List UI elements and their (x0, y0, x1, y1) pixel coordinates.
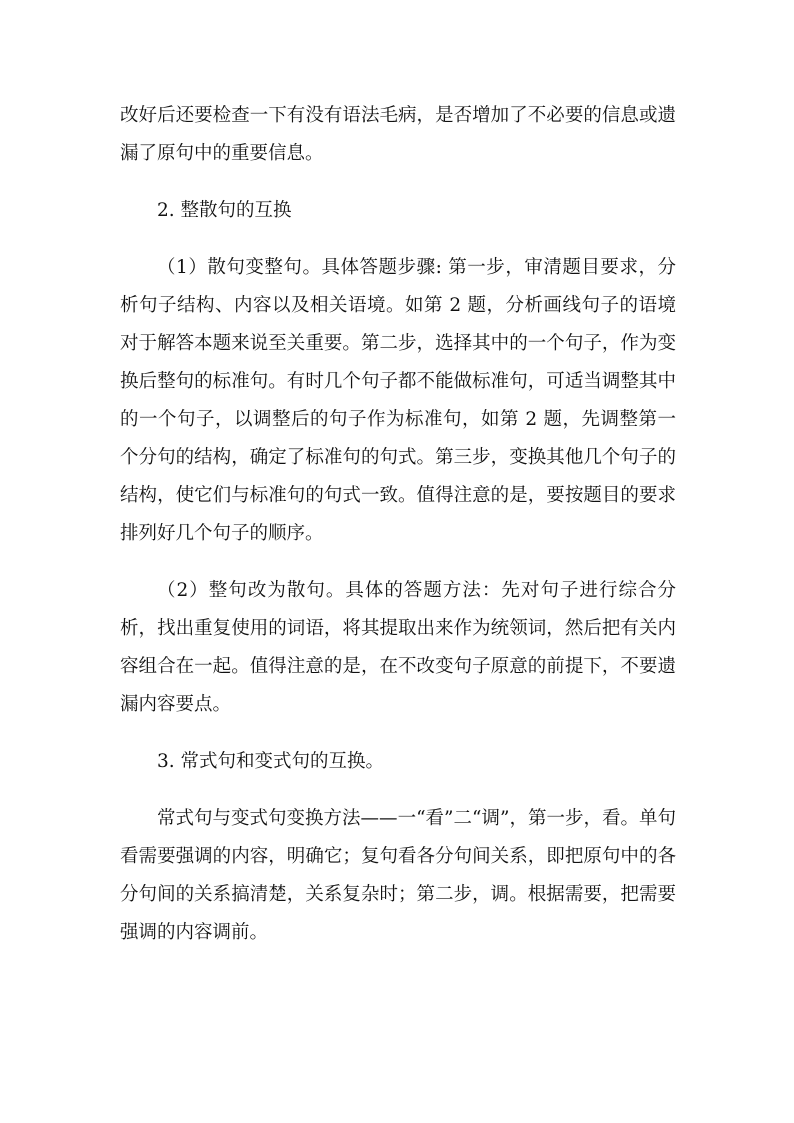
section-heading-2: 2. 整散句的互换 (157, 200, 292, 221)
paragraph-loose-to-parallel: （1）散句变整句。具体答题步骤: 第一步，审清题目要求，分析句子结构、内容以及相关语境。如第 2 题，分析画线句子的语境对于解答本题来说至关重要。第二步，选择其中的一个句子，作为变换后整句的标准句。有时几个句子都不能做标准句，可适当调整其中的一个句子，以调整后的句子作为标准句，如第 2 题，先调整第一个分句的结构，确定了标准句的句式。第三步，变换其他几个句子的结构，使它们与标准句的句式一致。值得注意的是，要按题目的要求排列好几个句子的顺序。 (120, 257, 676, 544)
section-heading-3: 3. 常式句和变式句的互换。 (157, 751, 385, 772)
document-page (120, 97, 676, 971)
paragraph-sentence-transform: 常式句与变式句变换方法——一“看”二“调”，第一步，看。单句看需要强调的内容，明确它；复句看各分句间关系，即把原句中的各分句间的关系搞清楚，关系复杂时；第二步，调。根据需要，把需要强调的内容调前。 (120, 808, 676, 943)
paragraph-parallel-to-loose: （2）整句改为散句。具体的答题方法：先对句子进行综合分析，找出重复使用的词语，将其提取出来作为统领词，然后把有关内容组合在一起。值得注意的是，在不改变句子原意的前提下，不要遗漏内容要点。 (120, 580, 676, 715)
paragraph-continuation: 改好后还要检查一下有没有语法毛病，是否增加了不必要的信息或遗漏了原句中的重要信息。 (120, 105, 676, 164)
